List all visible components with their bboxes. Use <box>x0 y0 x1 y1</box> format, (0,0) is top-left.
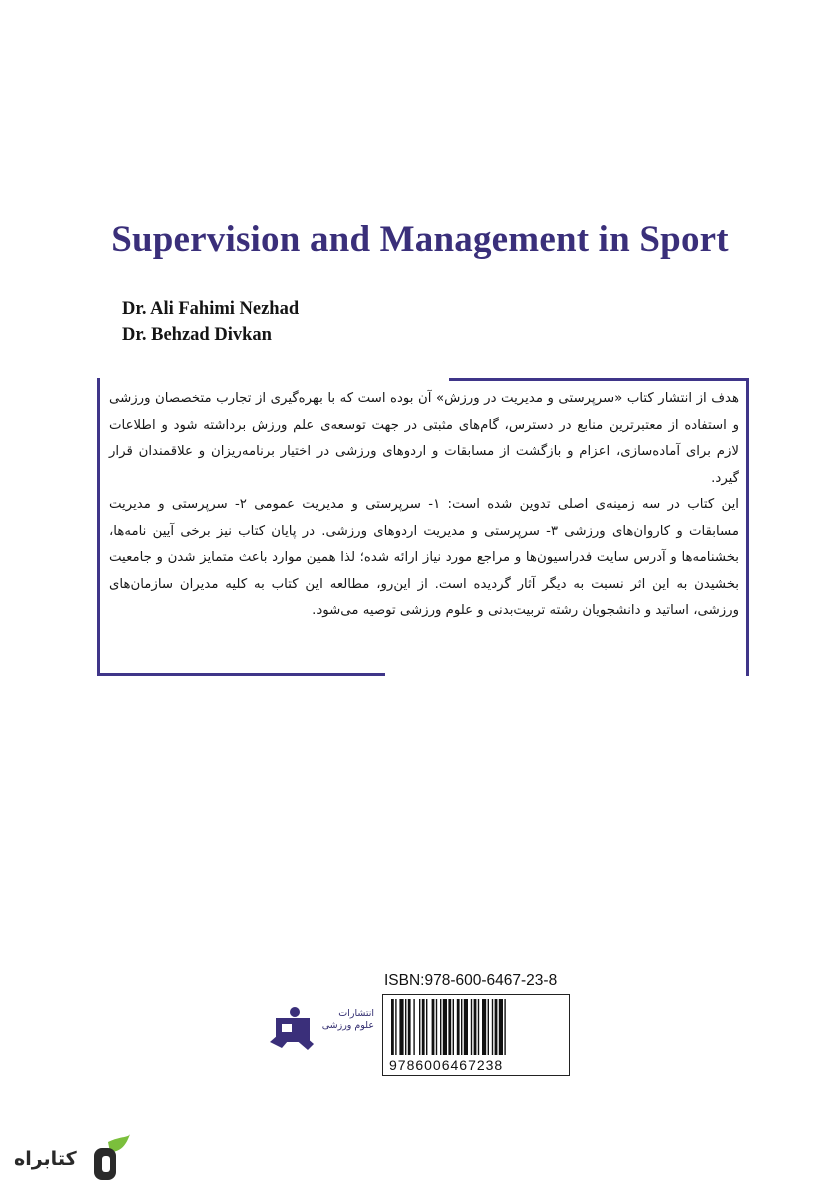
description-frame <box>97 378 749 676</box>
barcode-number: 9786006467238 <box>389 1057 504 1073</box>
book-title: Supervision and Management in Sport <box>111 219 729 260</box>
description-paragraph: هدف از انتشار کتاب «سرپرستی و مدیریت در ورزش» آن بوده است که با بهره‌گیری از تجارب متخصصان ورزشی و استفاده از معتبرترین منابع در دسترس، گام‌های مثبتی در جهت توسعه‌ی علم ورزش برداشته شود و اطلاعات لازم برای آماده‌سازی، اعزام و بازگشت از مسابقات و اردوهای ورزشی در اختیار برنامه‌ریزان و علاقمندان قرار گیرد. <box>109 391 739 486</box>
ketabrah-watermark <box>8 1134 128 1188</box>
publisher-name <box>312 1008 374 1032</box>
publisher-name-line: انتشارات <box>338 1008 374 1019</box>
frame-bottom-bar <box>97 673 385 676</box>
publisher-name-line: علوم ورزشی <box>321 1020 374 1031</box>
barcode <box>382 994 570 1076</box>
barcode-bars <box>391 999 561 1055</box>
description-text <box>109 386 739 625</box>
description-paragraph: این کتاب در سه زمینه‌ی اصلی تدوین شده است: ۱- سرپرستی و مدیریت عمومی ۲- سرپرستی و مدیریت مسابقات و کاروان‌های ورزشی ۳- سرپرستی و مدیریت اردوهای ورزشی. در پایان کتاب نیز برخی آیین نامه‌ها، بخشنامه‌ها و آدرس سایت فدراسیون‌ها و مراجع مورد نیاز ارائه شده؛ لذا همین موارد باعث متمایز شدن و جامعیت بخشیدن به این اثر نسبت به دیگر آثار گردیده است. از این‌رو، مطالعه این کتاب به کلیه مدیران سازمان‌های ورزشی، اساتید و دانشجویان رشته تربیت‌بدنی و علوم ورزشی توصیه می‌شود. <box>109 497 739 618</box>
frame-right-bar <box>746 378 749 676</box>
frame-left-bar <box>97 378 100 676</box>
barcode-block <box>382 972 572 1076</box>
author-list <box>122 296 299 348</box>
author-name: Dr. Ali Fahimi Nezhad <box>122 299 300 319</box>
frame-top-bar <box>449 378 749 381</box>
author-name: Dr. Behzad Divkan <box>122 325 272 345</box>
running-figure-logo-icon <box>268 1004 318 1052</box>
isbn-label: ISBN:978-600-6467-23-8 <box>384 972 558 989</box>
ketabrah-leaf-logo-icon <box>90 1134 130 1184</box>
ketabrah-text: کتابراه <box>14 1148 77 1170</box>
